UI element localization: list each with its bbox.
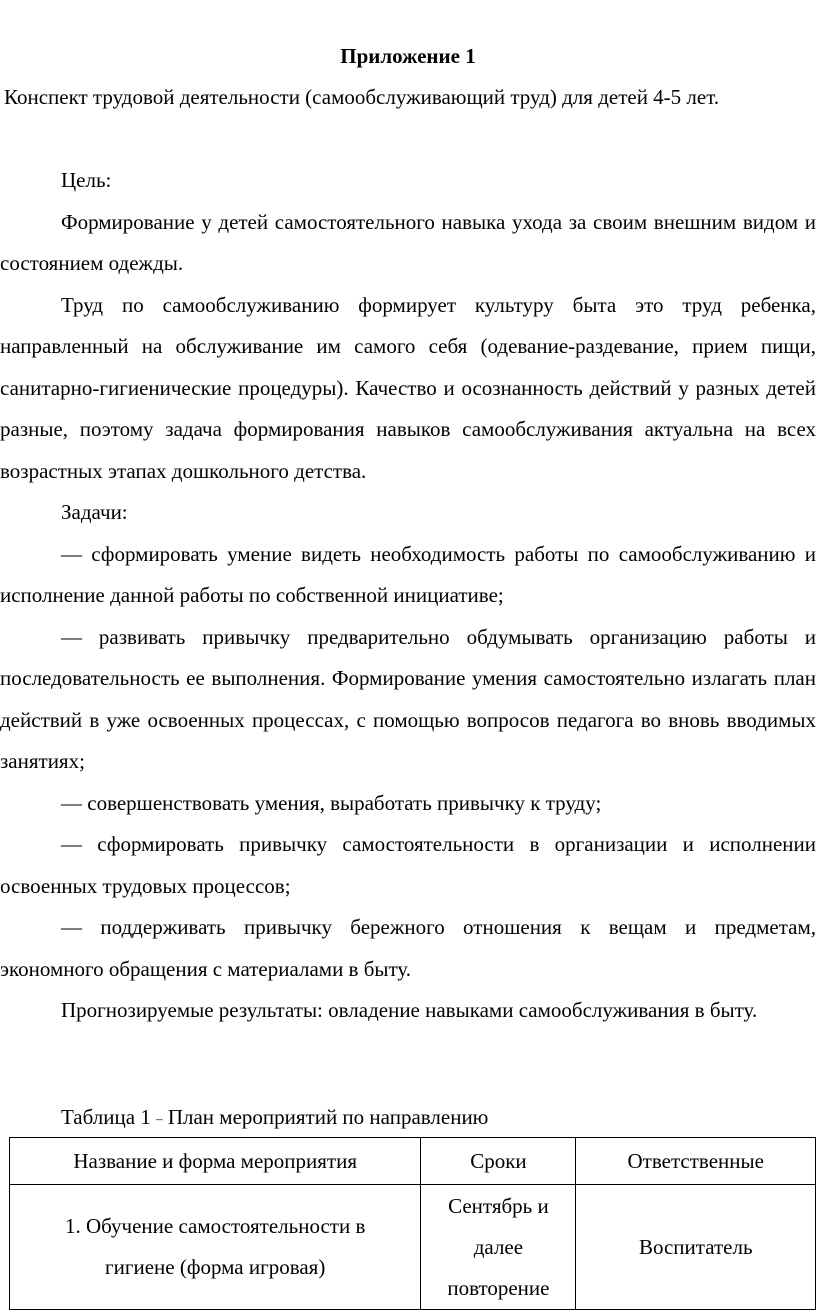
table-caption-prefix: Таблица 1: [61, 1105, 151, 1129]
header-event-name: Название и форма мероприятия: [10, 1138, 421, 1185]
task-item: — совершенствовать умения, выработать привычку к труду;: [61, 790, 602, 815]
appendix-title: Приложение 1: [340, 44, 476, 68]
cell-terms: [421, 1185, 576, 1310]
task-item: — сформировать привычку самостоятельности в организации и исполнении освоенных трудовых процессов;: [0, 832, 816, 898]
table-caption-text: План мероприятий по направлению: [167, 1105, 489, 1129]
cell-event-name: [10, 1185, 421, 1310]
cell-responsible: Воспитатель: [576, 1185, 816, 1310]
intro-paragraph: Труд по самообслуживанию формирует культуру быта это труд ребенка, направленный на обслуживание им самого себя (одевание-раздевание, прием пищи, санитарно-гигиенические процедуры). Качество и осознанность действий у разных детей разные, поэтому задача формирования навыков самообслуживания актуальна на всех возрастных этапах дошкольного детства.: [0, 292, 816, 483]
goal-label: Цель:: [61, 168, 112, 192]
terms-line: Сентябрь и: [448, 1193, 549, 1218]
header-responsible: Ответственные: [576, 1138, 816, 1185]
tasks-label: Задачи:: [61, 500, 128, 524]
document-body: [0, 160, 816, 1032]
table-caption-dash: –: [156, 1111, 163, 1126]
plan-table: [9, 1137, 816, 1310]
event-name-line: 1. Обучение самостоятельности в: [64, 1214, 366, 1238]
header-terms: Сроки: [421, 1138, 576, 1185]
task-item: — поддерживать привычку бережного отношения к вещам и предметам, экономного обращения с материалами в быту.: [0, 915, 816, 981]
table-caption: [61, 1102, 488, 1134]
task-item: — развивать привычку предварительно обдумывать организацию работы и последовательность ее выполнения. Формирование умения самостоятельно излагать план действий в уже освоенных процессах, с помощью вопросов педагога во вновь вводимых занятиях;: [0, 624, 816, 773]
results-paragraph: Прогнозируемые результаты: овладение навыками самообслуживания в быту.: [61, 998, 758, 1022]
table-header-row: [10, 1138, 816, 1185]
terms-line: повторение: [447, 1275, 550, 1300]
table-row: [10, 1185, 816, 1310]
event-name-line: гигиене (форма игровая): [105, 1255, 326, 1279]
goal-text: Формирование у детей самостоятельного навыка ухода за своим внешним видом и состоянием одежды.: [0, 209, 816, 275]
task-item: — сформировать умение видеть необходимость работы по самообслуживанию и исполнение данной работы по собственной инициативе;: [0, 541, 816, 607]
terms-line: далее: [473, 1234, 524, 1259]
document-subtitle: Конспект трудовой деятельности (самообслуживающий труд) для детей 4-5 лет.: [4, 85, 720, 109]
